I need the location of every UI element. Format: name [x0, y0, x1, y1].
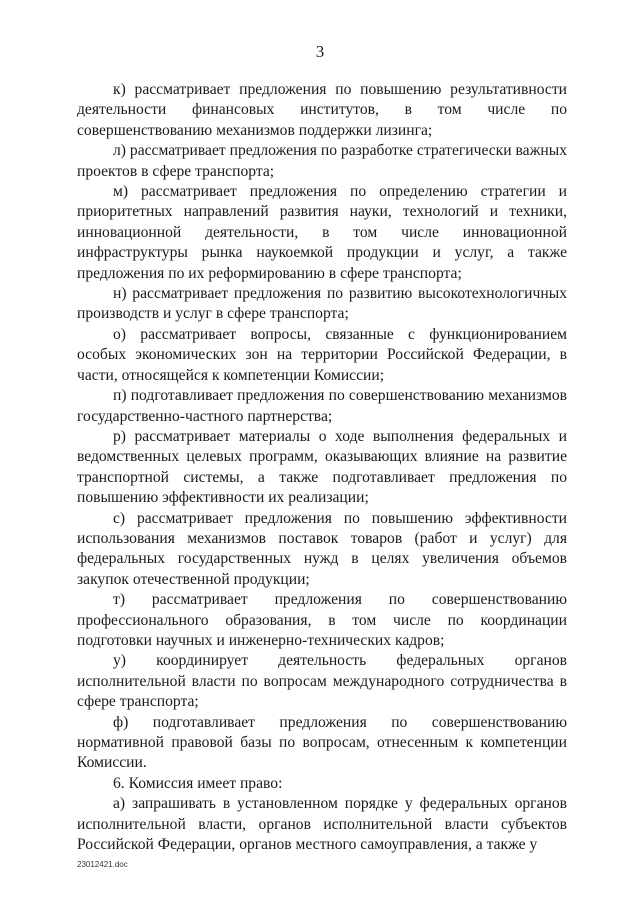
paragraph-u: у) координирует деятельность федеральных органов исполнительной власти по вопросам международного сотрудничества в сфере транспорта; [77, 652, 567, 711]
document-body [77, 80, 567, 855]
paragraph-t: т) рассматривает предложения по совершенствованию профессионального образования, в том числе по координации подготовки научных и инженерно-технических кадров; [77, 591, 567, 649]
paragraph-f: ф) подготавливает предложения по совершенствованию нормативной правовой базы по вопросам, отнесенным к компетенции Комиссии. [77, 713, 567, 772]
paragraph-n: н) рассматривает предложения по развитию высокотехнологичных производств и услуг в сфере транспорта; [77, 285, 567, 323]
paragraph-l: л) рассматривает предложения по разработке стратегически важных проектов в сфере транспорта; [77, 142, 567, 180]
paragraph-s: с) рассматривает предложения по повышению эффективности использования механизмов поставок товаров (работ и услуг) для федеральных государственных нужд в целях увеличения объемов закупок отечественной продукции; [77, 509, 567, 588]
page-number: 3 [315, 42, 325, 61]
paragraph-a: а) запрашивать в установленном порядке у федеральных органов исполнительной власти, органов исполнительной власти субъектов Российской Федерации, органов местного самоуправления, а также у [77, 795, 567, 854]
paragraph-p: п) подготавливает предложения по совершенствованию механизмов государственно-частного партнерства; [77, 387, 567, 425]
paragraph-k: к) рассматривает предложения по повышению результативности деятельности финансовых институтов, в том числе по совершенствованию механизмов поддержки лизинга; [77, 81, 567, 139]
section-6-heading: 6. Комиссия имеет право: [113, 774, 283, 792]
paragraph-r: р) рассматривает материалы о ходе выполнения федеральных и ведомственных целевых программ, оказывающих влияние на развитие транспортной системы, а также подготавливает предложения по повышению эффективности их реализации; [77, 427, 567, 507]
paragraph-o: о) рассматривает вопросы, связанные с функционированием особых экономических зон на территории Российской Федерации, в части, относящейся к компетенции Комиссии; [77, 325, 567, 384]
footer-filename: 23012421.doc [77, 860, 128, 869]
paragraph-m: м) рассматривает предложения по определению стратегии и приоритетных направлений развития науки, технологий и техники, инновационной деятельности, в том числе инновационной инфраструктуры рынка наукоемкой продукции и услуг, а также предложения по их реформированию в сфере транспорта; [77, 183, 567, 282]
